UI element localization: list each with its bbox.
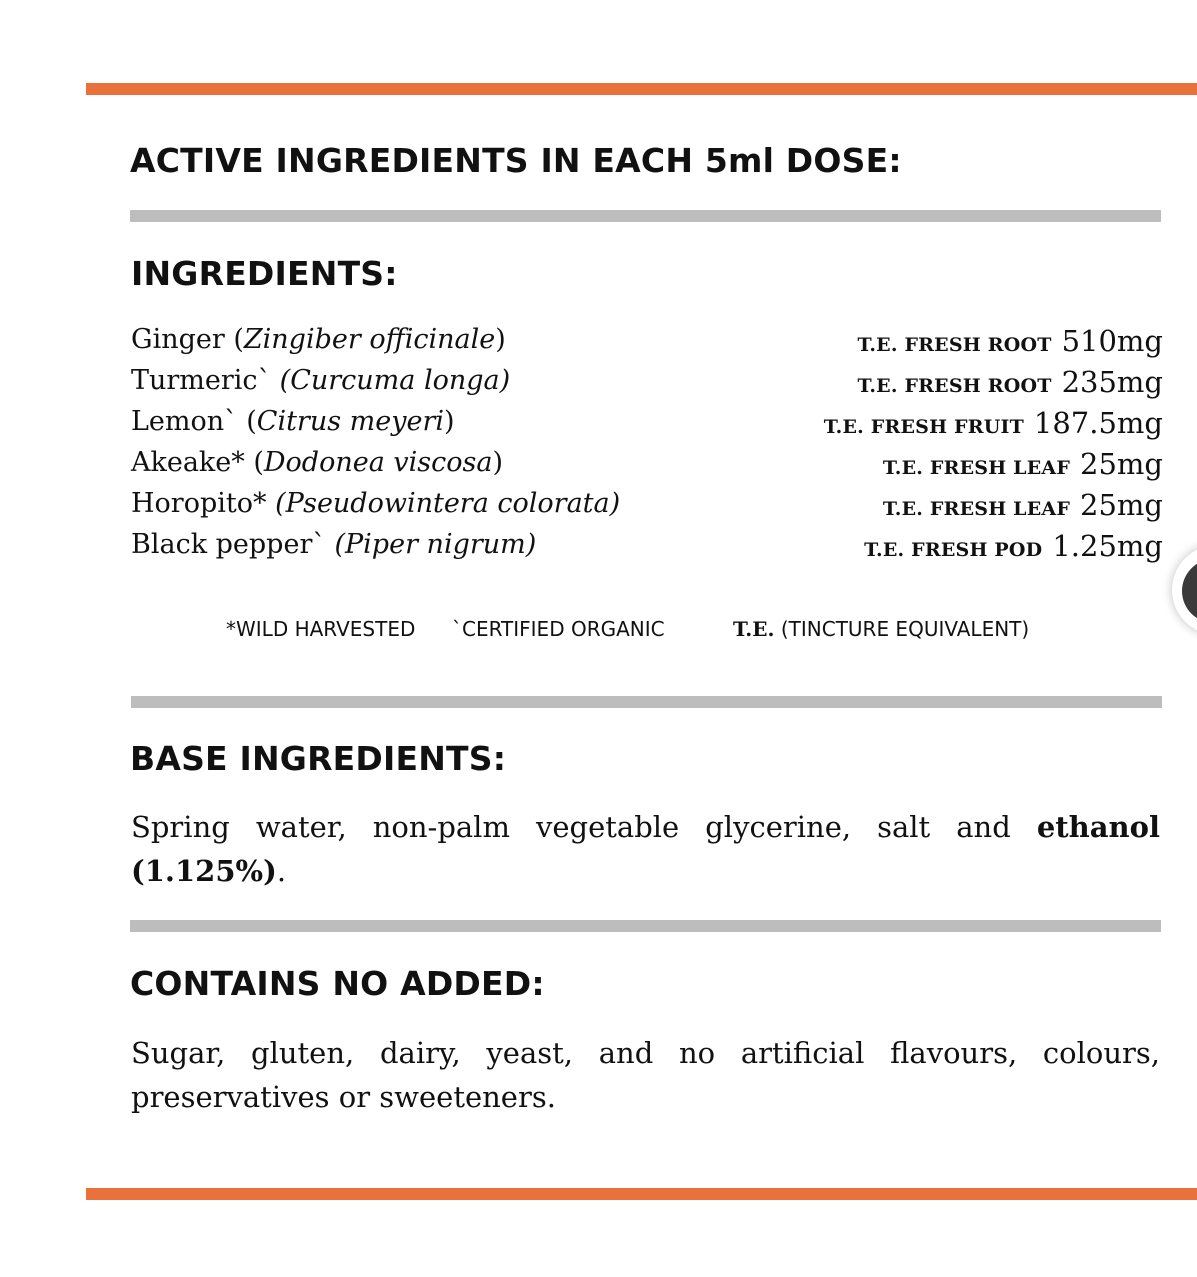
contains-no-added-heading: CONTAINS NO ADDED: xyxy=(130,964,545,1003)
top-accent-bar xyxy=(86,83,1197,95)
amount: 25mg xyxy=(1080,488,1163,522)
te-label: T.E. FRESH ROOT xyxy=(857,334,1052,356)
te-label: T.E. FRESH LEAF xyxy=(882,498,1071,520)
divider xyxy=(130,210,1161,222)
ingredient-dose xyxy=(857,324,1163,358)
amount: 510mg xyxy=(1061,324,1163,358)
ingredient-row xyxy=(131,406,1163,446)
ingredients-heading: INGREDIENTS: xyxy=(131,254,398,293)
ingredient-dose xyxy=(864,529,1163,563)
base-ingredients-heading: BASE INGREDIENTS: xyxy=(130,739,507,778)
divider xyxy=(130,920,1161,932)
amount: 1.25mg xyxy=(1052,529,1163,563)
ingredient-dose xyxy=(857,365,1163,399)
latin-name: Zingiber officinale xyxy=(243,324,496,355)
ingredient-row xyxy=(131,365,1163,405)
divider xyxy=(131,696,1162,708)
legend-certified-organic: `CERTIFIED ORGANIC xyxy=(452,617,665,641)
ingredient-name: Turmeric` (Curcuma longa) xyxy=(131,365,511,396)
latin-name: Pseudowintera colorata xyxy=(285,488,610,519)
base-ingredients-text: Spring water, non-palm vegetable glycerine, salt and ethanol (1.125%). xyxy=(131,810,1160,888)
te-label: T.E. FRESH ROOT xyxy=(857,375,1052,397)
ingredient-row xyxy=(131,324,1163,364)
ingredient-name: Horopito* (Pseudowintera colorata) xyxy=(131,488,621,519)
latin-name: Citrus meyeri xyxy=(256,406,445,437)
amount: 25mg xyxy=(1080,447,1163,481)
te-abbr: T.E. xyxy=(733,617,775,641)
scroll-handle[interactable] xyxy=(1172,545,1197,635)
ingredient-row xyxy=(131,529,1163,569)
legend-tincture-equivalent: T.E. (TINCTURE EQUIVALENT) xyxy=(733,617,1030,641)
ingredient-dose xyxy=(883,488,1163,522)
ethanol-content: ethanol (1.125%) xyxy=(131,810,1160,888)
scroll-handle-dot xyxy=(1182,559,1197,623)
te-label: T.E. FRESH LEAF xyxy=(882,457,1071,479)
ingredient-name: Lemon` (Citrus meyeri) xyxy=(131,406,455,437)
te-label: T.E. FRESH POD xyxy=(864,539,1043,561)
amount: 187.5mg xyxy=(1033,406,1163,440)
ingredient-name: Black pepper` (Piper nigrum) xyxy=(131,529,537,560)
contains-no-added-text: Sugar, gluten, dairy, yeast, and no artificial flavours, colours, preservatives or sweeteners. xyxy=(131,1036,1160,1114)
ingredient-dose xyxy=(824,406,1163,440)
ingredient-name: Ginger (Zingiber officinale) xyxy=(131,324,506,355)
legend-wild-harvested: *WILD HARVESTED xyxy=(226,617,416,641)
latin-name: Piper nigrum xyxy=(345,529,526,560)
latin-name: Curcuma longa xyxy=(290,365,500,396)
latin-name: Dodonea viscosa xyxy=(263,447,493,478)
ingredient-name: Akeake* (Dodonea viscosa) xyxy=(131,447,504,478)
amount: 235mg xyxy=(1061,365,1163,399)
ingredient-row xyxy=(131,447,1163,487)
bottom-accent-bar xyxy=(86,1188,1197,1200)
ingredient-dose xyxy=(883,447,1163,481)
te-label: T.E. FRESH FRUIT xyxy=(823,416,1024,438)
page-title: ACTIVE INGREDIENTS IN EACH 5ml DOSE: xyxy=(130,141,902,180)
ingredient-row xyxy=(131,488,1163,528)
